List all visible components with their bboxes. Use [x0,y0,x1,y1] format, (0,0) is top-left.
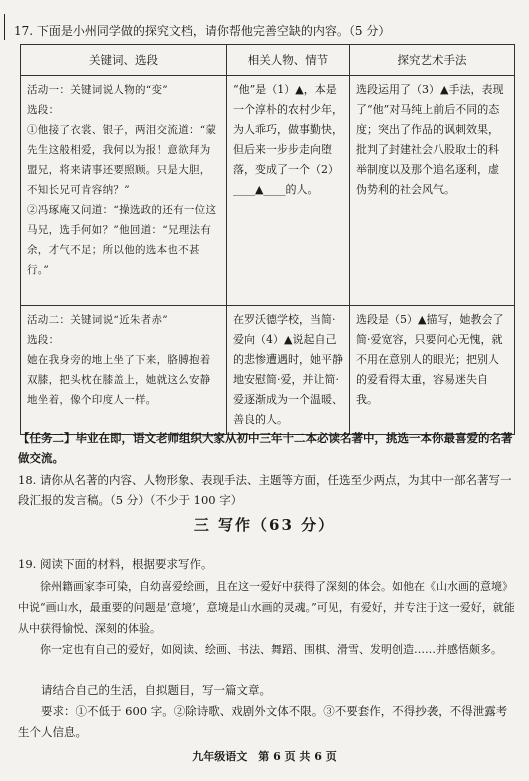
question-18-text: 18. 请你从名著的内容、人物形象、表现手法、主题等方面，任选至少两点，为其中一部名著写一段汇报的发言稿。（5 分）（不少于 100 字） [18,473,512,507]
table-header-row [21,45,515,76]
activity-1-characters-text: “他”是（1）▲，本是一个淳朴的农村少年，为人乖巧，做事勤快，但后来一步步走向堕落，变成了一个（2）____▲____的人。 [233,83,343,196]
header-techniques: 探究艺术手法 [350,45,515,76]
question-17-stem: 17. 下面是小州同学做的探究文档，请你帮他完善空缺的内容。（5 分） [14,24,391,38]
activity-1-techniques [350,76,515,306]
question-19-instructions [18,680,518,743]
activity-2-cell [21,306,227,435]
activity-1-text: 活动一：关键词说人物的“变” 选段： ①他接了衣裳、银子，两泪交流道：“蒙先生这般相爱，我何以为报！意欲拜为盟兄，将来请事还要照顾。只是大胆，不知长兄可肯容纳？” ②冯琢庵又问道：“操选政的还有一位这马兄，选手何如？”他回道：“兄理法有余，才气不足；所以他的选本也不甚行。” [27,84,217,276]
inquiry-table [20,44,515,435]
binding-edge-mark [4,14,5,40]
activity-2-characters [227,306,350,435]
header-keywords: 关键词、选段 [21,45,227,76]
instruction-paragraph: 要求：①不低于 600 字。②除诗歌、戏剧外文体不限。③不要套作，不得抄袭，不得泄露考生个人信息。 [18,704,508,739]
activity-2-techniques-text: 选段是（5）▲描写，她教会了简·爱宽容，只要问心无愧，就不用在意别人的眼光；把别人的爱看得太重，容易迷失自我。 [356,313,504,406]
activity-1-cell [21,76,227,306]
material-paragraph: 徐州籍画家李可染，自幼喜爱绘画，且在这一爱好中获得了深刻的体会。如他在《山水画的意境》中说“画山水，最重要的问题是‘意境’，意境是山水画的灵魂。”可见，有爱好，并专注于这一爱好，就能从中获得愉悦、深刻的体验。 [18,580,515,635]
table-row-activity-1 [21,76,515,306]
activity-2-techniques [350,306,515,435]
activity-1-characters [227,76,350,306]
material-paragraph: 你一定也有自己的爱好，如阅读、绘画、书法、舞蹈、围棋、滑雪、发明创造……并感悟颇多。 [40,643,502,656]
activity-2-text: 活动二：关键词说“近朱者赤” 选段： 她在我身旁的地上坐了下来，胳膊抱着双膝，把头枕在膝盖上，她就这么安静地坐着，像个印度人一样。 [27,314,211,406]
question-19-stem: 19. 阅读下面的材料，根据要求写作。 [18,557,213,571]
task-2-text: 【任务二】毕业在即，语文老师组织大家从初中三年十二本必读名著中，挑选一本你最喜爱的名著做交流。 [18,431,513,465]
activity-2-characters-text: 在罗沃德学校，当简·爱向（4）▲说起自己的悲惨遭遇时，她平静地安慰简·爱，并让简·爱逐渐成为一个温暖、善良的人。 [233,313,343,426]
page-footer: 九年级语文 第 6 页 共 6 页 [192,750,337,763]
question-19-material [18,576,518,660]
activity-1-techniques-text: 选段运用了（3）▲手法，表现了“他”对马纯上前后不同的态度；突出了作品的讽刺效果，批判了封建社会八股取士的科举制度以及那个追名逐利，虚伪势利的社会风气。 [356,83,504,196]
header-characters: 相关人物、情节 [227,45,350,76]
section-3-title: 三 写作（63 分） [193,516,336,534]
table-row-activity-2 [21,306,515,435]
instruction-paragraph: 请结合自己的生活，自拟题目，写一篇文章。 [41,683,271,697]
